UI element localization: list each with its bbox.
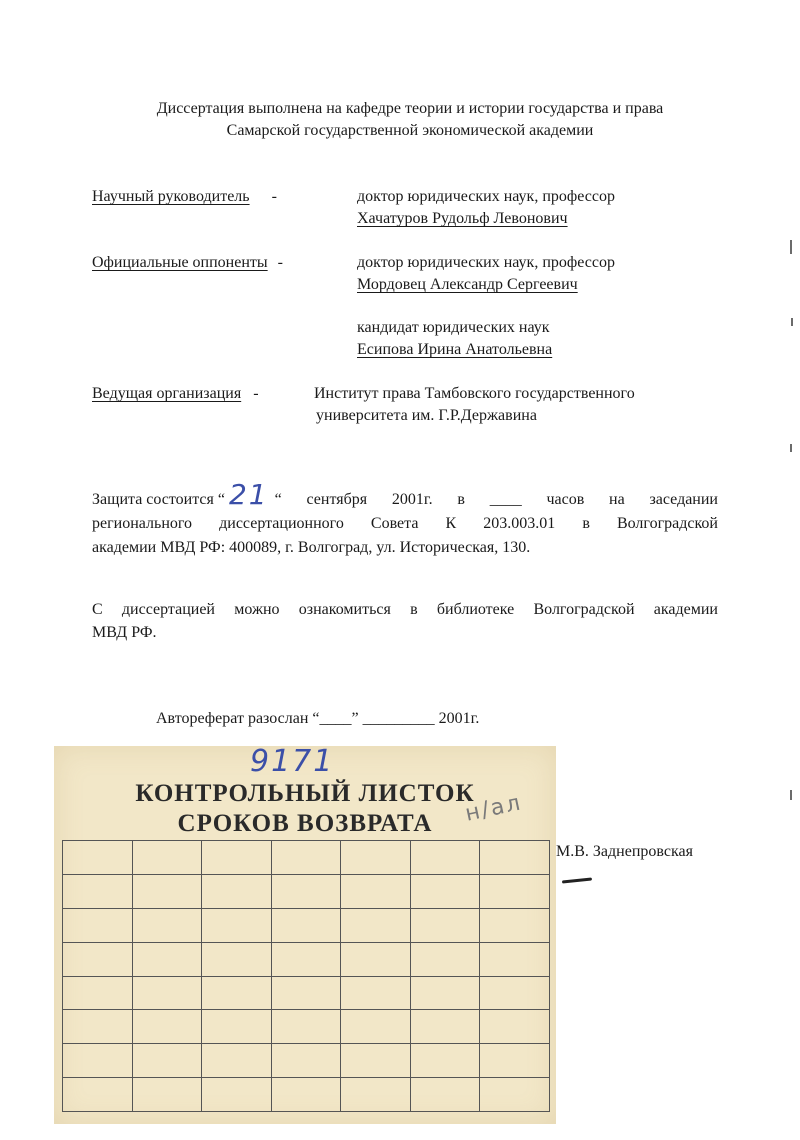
grid-row — [63, 942, 550, 976]
lead-org-label-row — [92, 383, 259, 405]
supervisor-degree: доктор юридических наук, профессор — [357, 188, 615, 205]
grid-cell — [271, 976, 341, 1010]
supervisor-name: Хачатуров Рудольф Левонович — [357, 210, 568, 227]
grid-cell — [271, 908, 341, 942]
grid-cell — [341, 908, 411, 942]
lead-org-dash: - — [253, 385, 259, 402]
grid-cell — [202, 942, 272, 976]
grid-cell — [271, 874, 341, 908]
opponent-2-degree: кандидат юридических наук — [357, 319, 550, 336]
grid-cell — [271, 1010, 341, 1044]
lead-org-line-1: Институт права Тамбовского государственного — [314, 385, 635, 402]
header-line-1: Диссертация выполнена на кафедре теории и истории государства и права — [156, 100, 664, 117]
grid-cell — [132, 874, 202, 908]
card-handwritten-number: 9171 — [250, 744, 335, 779]
grid-cell — [480, 874, 550, 908]
defense-line-2: регионального диссертационного Совета К 203.003.01 в Волгоградской — [92, 515, 718, 532]
library-line-1: С диссертацией можно ознакомиться в библиотеке Волгоградской академии — [92, 601, 718, 618]
defense-line-1 — [92, 478, 718, 511]
grid-cell — [271, 1078, 341, 1112]
grid-row — [63, 1078, 550, 1112]
scan-speck — [790, 444, 792, 452]
grid-cell — [202, 1044, 272, 1078]
signature-stroke — [562, 877, 592, 883]
opponent-2-name: Есипова Ирина Анатольевна — [357, 341, 553, 358]
grid-row — [63, 874, 550, 908]
grid-cell — [410, 1044, 480, 1078]
grid-cell — [132, 1044, 202, 1078]
scan-speck — [791, 318, 793, 326]
grid-cell — [341, 1044, 411, 1078]
defense-prefix: Защита состоится “ — [92, 491, 225, 508]
grid-cell — [341, 874, 411, 908]
supervisor-label: Научный руководитель — [92, 188, 250, 205]
grid-cell — [63, 841, 133, 875]
grid-cell — [480, 976, 550, 1010]
grid-cell — [480, 942, 550, 976]
grid-row — [63, 976, 550, 1010]
grid-cell — [63, 976, 133, 1010]
grid-cell — [63, 874, 133, 908]
opponents-label-row — [92, 252, 283, 274]
opponent-1-name: Мордовец Александр Сергеевич — [357, 276, 578, 293]
grid-cell — [63, 1010, 133, 1044]
scan-speck — [790, 790, 792, 800]
grid-cell — [410, 976, 480, 1010]
grid-cell — [480, 908, 550, 942]
grid-cell — [202, 874, 272, 908]
grid-row — [63, 841, 550, 875]
grid-cell — [410, 1078, 480, 1112]
grid-cell — [63, 942, 133, 976]
grid-cell — [202, 1078, 272, 1112]
grid-cell — [410, 908, 480, 942]
grid-cell — [132, 908, 202, 942]
grid-cell — [410, 942, 480, 976]
secretary-name: М.В. Заднепровская — [556, 843, 693, 860]
grid-cell — [202, 1010, 272, 1044]
grid-cell — [410, 874, 480, 908]
grid-cell — [132, 976, 202, 1010]
grid-cell — [410, 1010, 480, 1044]
grid-cell — [480, 841, 550, 875]
card-title-line-2: СРОКОВ ВОЗВРАТА — [177, 810, 433, 837]
lead-org-line-2: университета им. Г.Р.Державина — [316, 407, 537, 424]
card-side-mark: н/ал — [463, 790, 525, 827]
grid-cell — [63, 1078, 133, 1112]
grid-cell — [132, 1010, 202, 1044]
supervisor-dash: - — [271, 188, 277, 205]
defense-day-handwritten: 21 — [228, 478, 269, 511]
grid-cell — [202, 908, 272, 942]
grid-cell — [410, 841, 480, 875]
grid-cell — [480, 1078, 550, 1112]
lead-org-label: Ведущая организация — [92, 385, 242, 402]
grid-cell — [341, 1010, 411, 1044]
scan-speck — [790, 240, 792, 254]
grid-cell — [271, 841, 341, 875]
grid-cell — [271, 1044, 341, 1078]
grid-row — [63, 1044, 550, 1078]
opponents-label: Официальные оппоненты — [92, 254, 268, 271]
grid-cell — [132, 942, 202, 976]
grid-cell — [341, 976, 411, 1010]
grid-row — [63, 1010, 550, 1044]
grid-row — [63, 908, 550, 942]
grid-cell — [202, 841, 272, 875]
return-dates-grid — [62, 840, 550, 1112]
opponents-dash: - — [277, 254, 283, 271]
grid-cell — [132, 1078, 202, 1112]
opponent-1-degree: доктор юридических наук, профессор — [357, 254, 615, 271]
grid-cell — [63, 908, 133, 942]
defense-suffix: “ сентября 2001г. в ____ часов на заседании — [274, 491, 718, 508]
library-line-2: МВД РФ. — [92, 624, 157, 641]
header-line-2: Самарской государственной экономической академии — [226, 122, 594, 139]
card-title-line-1: КОНТРОЛЬНЫЙ ЛИСТОК — [135, 780, 475, 807]
grid-cell — [341, 942, 411, 976]
grid-cell — [480, 1044, 550, 1078]
defense-line-3: академии МВД РФ: 400089, г. Волгоград, ул. Историческая, 130. — [92, 539, 531, 556]
grid-cell — [132, 841, 202, 875]
supervisor-label-row — [92, 186, 277, 208]
abstract-sent-line: Автореферат разослан “____” _________ 2001г. — [156, 710, 480, 727]
grid-cell — [63, 1044, 133, 1078]
grid-cell — [341, 841, 411, 875]
grid-cell — [480, 1010, 550, 1044]
grid-cell — [202, 976, 272, 1010]
grid-cell — [271, 942, 341, 976]
grid-cell — [341, 1078, 411, 1112]
